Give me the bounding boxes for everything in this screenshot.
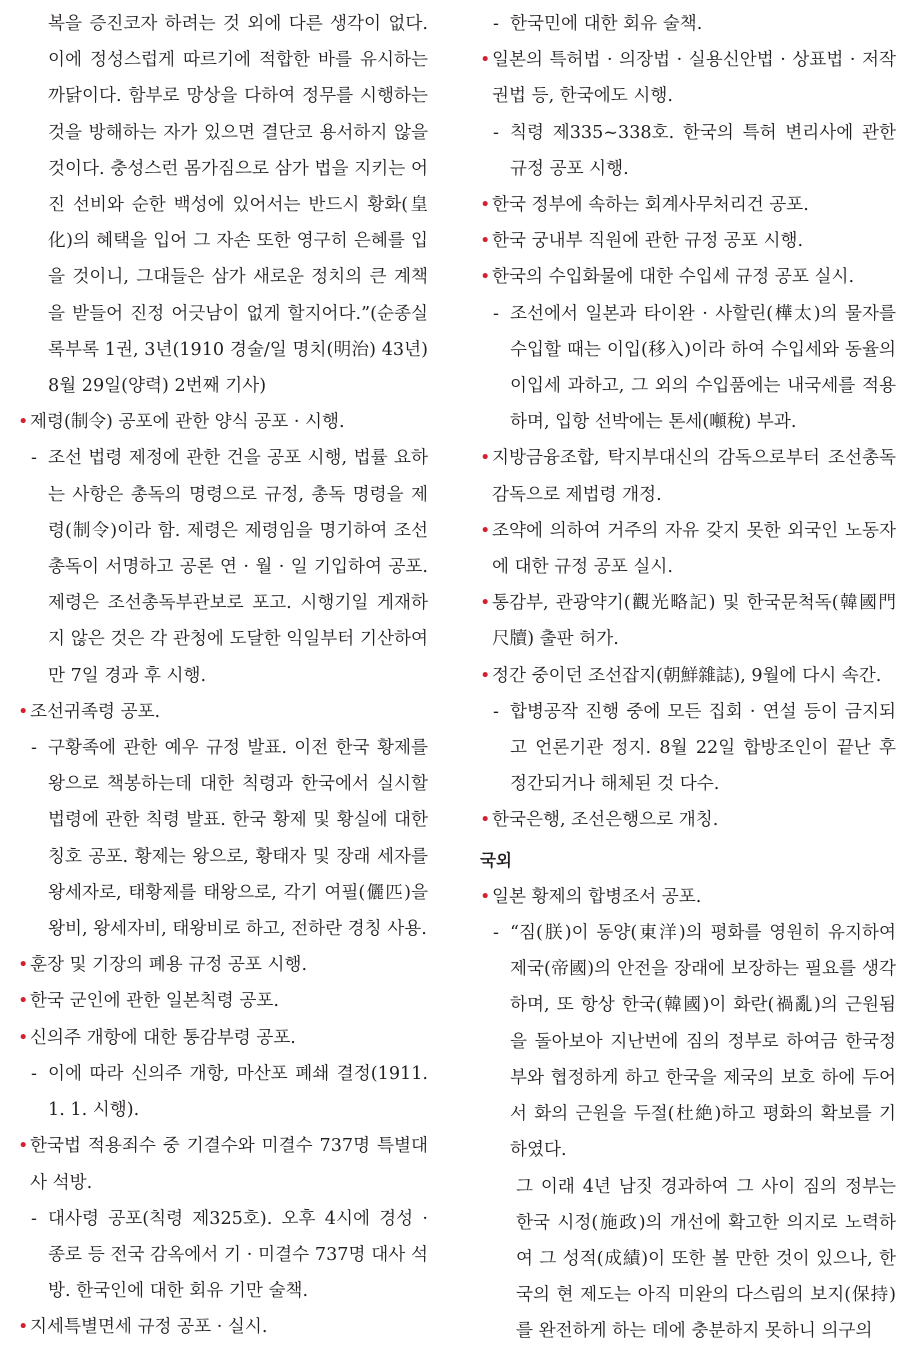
dash-marker: - [31,1208,37,1229]
dash-marker: - [31,738,37,759]
item-text: 신의주 개항에 대한 통감부령 공포. [30,1027,296,1048]
section-heading [480,843,896,879]
dash-marker: - [493,14,499,34]
bullet-item [480,187,896,223]
bullet-item [480,879,896,915]
dash-sub-item [18,1056,428,1128]
left-column [18,6,428,1346]
item-text: 합병공작 진행 중에 모든 집회 · 연설 등이 금지되고 언론기관 정지. 8월 22일 합방조인이 끝난 후 정간되거나 해체된 것 다수. [510,701,896,795]
bullet-item [480,440,896,512]
bullet-item [480,259,896,295]
bullet-item [18,404,428,440]
continued-paragraph [18,6,428,404]
bullet-item [480,223,896,259]
item-text: 통감부, 관광약기(觀光略記) 및 한국문척독(韓國門尺牘) 출판 허가. [492,593,896,650]
item-text: 구황족에 관한 예우 규정 발표. 이전 한국 황제를 왕으로 책봉하는데 대한 칙령과 한국에서 실시할 법령에 관한 칙령 발표. 한국 황제 및 황실에 대한 칭호 공포. 황제는 왕으로, 황태자 및 장래 세자를 왕세자로, 태황제를 태왕으로, 각기 여필(儷匹)을 왕비, 왕세자비, 태왕비로 하고, 전하란 경칭 사용. [48,738,428,940]
bullet-item [18,947,428,983]
dash-marker: - [493,303,499,324]
dash-sub-item [18,730,428,947]
item-text: 일본의 특허법 · 의장법 · 실용신안법 · 상표법 · 저작권법 등, 한국에도 시행. [492,50,896,107]
item-text: 한국은행, 조선은행으로 개칭. [492,810,719,831]
bullet-item [480,802,896,838]
item-text: 그 이래 4년 남짓 경과하여 그 사이 짐의 정부는 한국 시정(施政)의 개선에 확고한 의지로 노력하여 그 성적(成績)이 또한 볼 만한 것이 있으나, 한국의 현 제도는 아직 미완의 다스림의 보지(保持)를 완전하게 하는 데에 충분하지 못하니 의구의 [516,1176,896,1342]
dash-sub-item [480,915,896,1168]
item-text: 한국민에 대한 회유 술책. [510,14,703,34]
item-text: 지세특별면세 규정 공포 · 실시. [30,1317,268,1338]
item-text: 한국 군인에 관한 일본칙령 공포. [30,991,279,1012]
item-text: 조선에서 일본과 타이완 · 사할린(樺太)의 물자를 수입할 때는 이입(移入)이라 하여 수입세와 동율의 이입세 과하고, 그 외의 수입품에는 내국세를 적용하며, 입항 선박에는 톤세(噸稅) 부과. [510,303,896,433]
bullet-item [18,694,428,730]
item-text: 조약에 의하여 거주의 자유 갖지 못한 외국인 노동자에 대한 규정 공포 실시. [492,520,896,578]
item-text: 정간 중이던 조선잡지(朝鮮雜誌), 9월에 다시 속간. [492,665,882,686]
bullet-item [480,42,896,114]
item-text: 제령(制令) 공포에 관한 양식 공포 · 시행. [30,412,345,433]
item-text: 복을 증진코자 하려는 것 외에 다른 생각이 없다. 이에 정성스럽게 따르기에 적합한 바를 유시하는 까닭이다. 함부로 망상을 다하여 정무를 시행하는 것을 방해하는 자가 있으면 결단코 용서하지 않을 것이다. 충성스런 몸가짐으로 삼가 법을 지키는 어진 선비와 순한 백성에 있어서는 반드시 황화(皇化)의 혜택을 입어 그 자손 또한 영구히 은혜를 입을 것이니, 그대들은 삼가 새로운 정치의 큰 계책을 받들어 진정 어긋남이 없게 할지어다.”(순종실록부록 1권, 3년(1910 경술/일 명치(明治) 43년) 8월 29일(양력) 2번째 기사) [48,14,428,397]
bullet-item [18,1309,428,1345]
item-text: 훈장 및 기장의 폐용 규정 공포 시행. [30,955,308,976]
item-text: 대사령 공포(칙령 제325호). 오후 4시에 경성 · 종로 등 전국 감옥에서 기 · 미결수 737명 대사 석방. 한국인에 대한 회유 기만 술책. [48,1208,428,1302]
dash-sub-item [18,1201,428,1310]
item-text: 칙령 제335~338호. 한국의 특허 변리사에 관한 규정 공포 시행. [510,122,896,179]
item-text: 한국 궁내부 직원에 관한 규정 공포 시행. [492,231,804,252]
dash-marker: - [493,701,499,722]
bullet-item [18,1020,428,1056]
dash-marker: - [31,448,37,469]
item-text: 지방금융조합, 탁지부대신의 감독으로부터 조선총독 감독으로 제법령 개정. [492,448,896,505]
dash-marker: - [31,1063,37,1084]
dash-sub-item [18,440,428,693]
bullet-item [480,585,896,657]
indented-paragraph [480,1169,896,1350]
dash-sub-item [480,296,896,441]
item-text: 일본 황제의 합병조서 공포. [492,886,702,907]
bullet-item [18,983,428,1019]
bullet-item [480,658,896,694]
dash-marker: - [493,122,499,143]
right-column [480,6,896,1350]
dash-marker: - [493,923,499,944]
item-text: 이에 따라 신의주 개항, 마산포 폐쇄 결정(1911. 1. 1. 시행). [48,1063,428,1121]
item-text: 한국법 적용죄수 중 기결수와 미결수 737명 특별대사 석방. [30,1136,428,1193]
dash-sub-item [480,115,896,187]
item-text: 조선귀족령 공포. [30,701,161,722]
item-text: 조선 법령 제정에 관한 건을 공포 시행, 법률 요하는 사항은 총독의 명령으로 규정, 총독 명령을 제령(制令)이라 함. 제령은 제령임을 명기하여 조선총독이 서명하고 공론 연 · 월 · 일 기입하여 공포. 제령은 조선총독부관보로 포고. 시행기일 게재하지 않은 것은 각 관청에 도달한 익일부터 기산하여 만 7일 경과 후 시행. [48,448,428,686]
item-text: “짐(朕)이 동양(東洋)의 평화를 영원히 유지하여 제국(帝國)의 안전을 장래에 보장하는 필요를 생각하며, 또 항상 한국(韓國)이 화란(禍亂)의 근원됨을 돌아보아 지난번에 짐의 정부로 하여금 한국정부와 협정하게 하고 한국을 제국의 보호 하에 두어서 화의 근원을 두절(杜絶)하고 평화의 확보를 기하였다. [510,923,896,1161]
item-text: 한국 정부에 속하는 회계사무처리건 공포. [492,195,809,216]
bullet-item [18,1128,428,1200]
item-text: 국외 [480,850,512,870]
dash-sub-item [480,694,896,803]
item-text: 한국의 수입화물에 대한 수입세 규정 공포 실시. [492,267,855,288]
dash-sub-item [480,6,896,42]
bullet-item [480,513,896,585]
